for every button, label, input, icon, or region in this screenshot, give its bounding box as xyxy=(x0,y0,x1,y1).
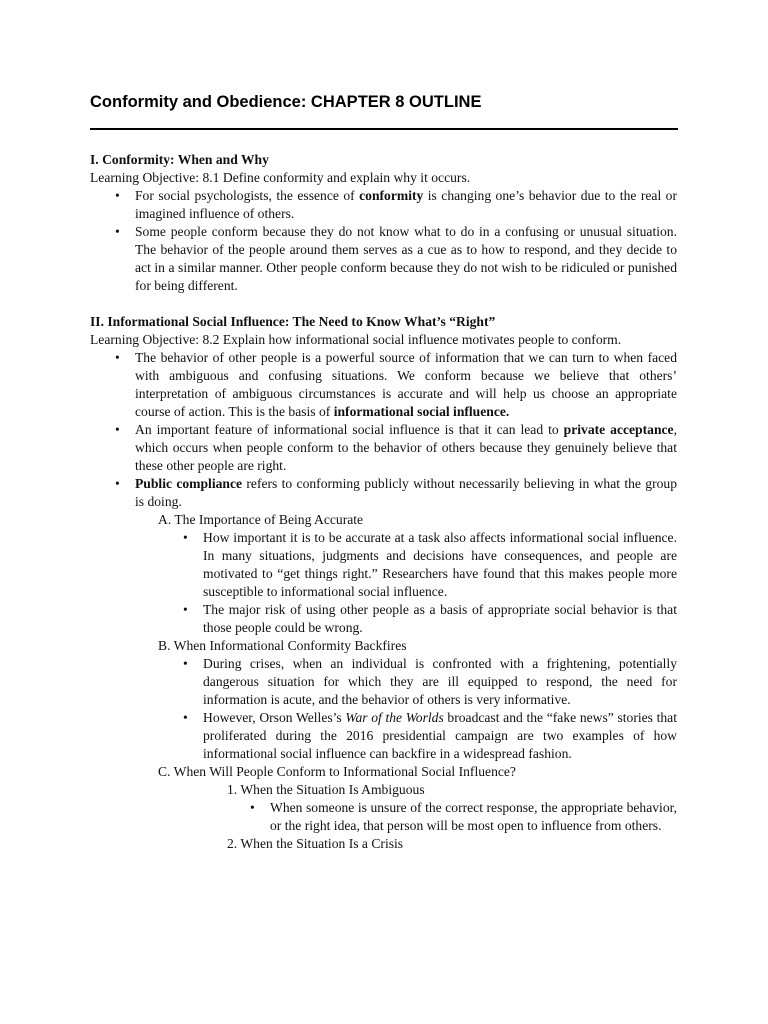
section-spacer xyxy=(90,295,677,313)
list-item xyxy=(90,709,677,763)
section-heading: II. Informational Social Influence: The Need to Know What’s “Right” xyxy=(90,314,496,329)
list-item xyxy=(90,475,677,511)
bullet-text: For social psychologists, the essence of xyxy=(135,188,360,203)
italic-title: War of the Worlds xyxy=(345,710,444,725)
title-divider xyxy=(90,128,678,130)
key-term: Public compliance xyxy=(135,476,243,491)
subsection-heading: C. When Will People Conform to Informational Social Influence? xyxy=(158,764,516,779)
list-item xyxy=(90,655,677,709)
numbered-heading: 1. When the Situation Is Ambiguous xyxy=(227,782,425,797)
learning-objective: Learning Objective: 8.1 Define conformity and explain why it occurs. xyxy=(90,170,471,185)
bullet-text: The behavior of other people is a powerful source of information that we can turn to when faced with ambiguous and confusing situations. We conform because we believe that others’ interpretation of ambiguous circumstances is accurate and will help us choose an appropriate course of action. This is the basis of xyxy=(135,350,677,419)
bullet-text: is changing one’s behavior due to the real or imagined influence of others. xyxy=(135,188,677,221)
list-item xyxy=(90,349,677,421)
bullet-text: refers to conforming publicly without necessarily believing in what the group is doing. xyxy=(135,476,678,509)
list-item xyxy=(90,223,677,295)
bullet-list xyxy=(90,187,677,295)
bullet-text: How important it is to be accurate at a task also affects informational social influence. In many situations, judgments and decisions have consequences, and people are motivated to “get things right.” Researchers have found that this makes people more susceptible to informational social influence. xyxy=(203,530,677,599)
list-item xyxy=(90,799,677,835)
bullet-text: broadcast and the “fake news” stories that proliferated during the 2016 presidential campaign are two examples of how informational social influence can backfire in a widespread fashion. xyxy=(203,710,677,761)
bullet-text: The major risk of using other people as a basis of appropriate social behavior is that those people could be wrong. xyxy=(203,602,677,635)
bullet-list xyxy=(90,529,677,637)
key-term: private acceptance xyxy=(563,422,674,437)
subsection-heading: B. When Informational Conformity Backfires xyxy=(158,638,407,653)
bullet-text: Some people conform because they do not know what to do in a confusing or unusual situation. The behavior of the people around them serves as a cue as to how to respond, and they decide to act in a similar manner. Other people conform because they do not wish to be ridiculed or punished for being different. xyxy=(135,224,677,293)
list-item xyxy=(90,601,677,637)
bullet-text: , which occurs when people conform to the behavior of others because they genuinely believe that these other people are right. xyxy=(135,422,677,473)
key-term: conformity xyxy=(359,188,424,203)
bullet-list xyxy=(90,349,677,511)
bullet-text: During crises, when an individual is confronted with a frightening, potentially dangerous situation for which they are ill equipped to respond, the need for information is acute, and the behavior of others is very informative. xyxy=(203,656,677,707)
subsection-heading: A. The Importance of Being Accurate xyxy=(158,512,364,527)
outline-body xyxy=(90,151,677,853)
list-item xyxy=(90,187,677,223)
page-title: Conformity and Obedience: CHAPTER 8 OUTLINE xyxy=(90,93,482,111)
list-item xyxy=(90,421,677,475)
section-heading: I. Conformity: When and Why xyxy=(90,152,269,167)
bullet-list xyxy=(90,655,677,763)
list-item xyxy=(90,529,677,601)
numbered-heading: 2. When the Situation Is a Crisis xyxy=(227,836,404,851)
bullet-text: An important feature of informational social influence is that it can lead to xyxy=(135,422,564,437)
bullet-list xyxy=(90,799,677,835)
bullet-text: When someone is unsure of the correct response, the appropriate behavior, or the right idea, that person will be most open to influence from others. xyxy=(270,800,677,833)
learning-objective: Learning Objective: 8.2 Explain how informational social influence motivates people to conform. xyxy=(90,332,622,347)
bullet-text: However, Orson Welles’s xyxy=(203,710,346,725)
key-term: informational social influence. xyxy=(333,404,510,419)
